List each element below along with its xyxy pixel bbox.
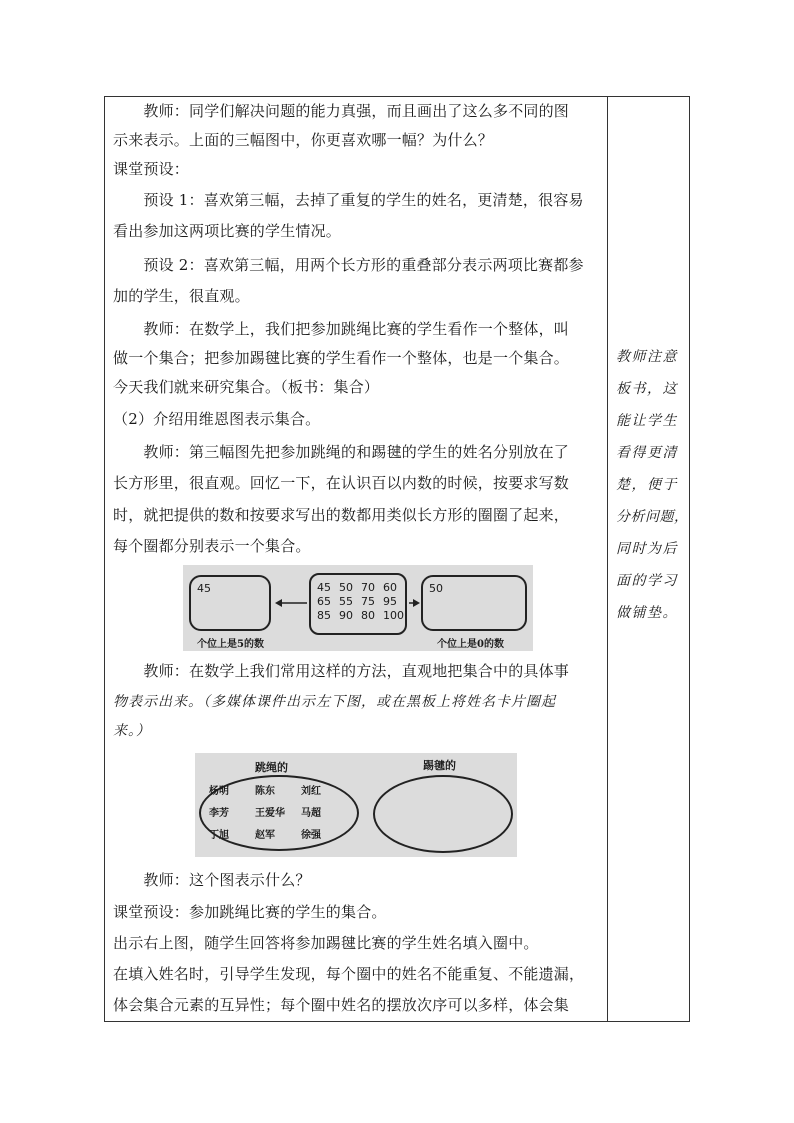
- number-set-figure: [183, 565, 533, 651]
- name-grid: [209, 781, 347, 847]
- text-line: 今天我们就来研究集合。（板书：集合）: [113, 378, 380, 396]
- number-cell: 80: [361, 609, 375, 622]
- text-line: 做一个集合；把参加踢毽比赛的学生看作一个整体，也是一个集合。: [113, 349, 570, 367]
- number-cell: 100: [383, 609, 404, 622]
- number-cell: 60: [383, 581, 397, 594]
- text-line: 体会集合元素的互异性；每个圈中姓名的摆放次序可以多样，体会集: [113, 996, 570, 1014]
- text-line: 出示右上图，随学生回答将参加踢毽比赛的学生姓名填入圈中。: [113, 934, 539, 952]
- name-set-figure: [195, 753, 517, 857]
- arrow-left-head: [275, 599, 282, 607]
- text-line: 课堂预设：参加跳绳比赛的学生的集合。: [113, 903, 387, 921]
- text-line: 来。）: [113, 723, 151, 739]
- text-line: 教师：这个图表示什么？: [113, 871, 311, 889]
- number-cell: 85: [317, 609, 331, 622]
- number-cell: 75: [361, 595, 375, 608]
- right-caption: 个位上是0的数: [437, 639, 504, 650]
- student-name: 丁旭: [209, 830, 229, 841]
- text-line: 长方形里，很直观。回忆一下，在认识百以内数的时候，按要求写数: [113, 474, 570, 492]
- student-name: 杨明: [209, 786, 229, 797]
- student-name: 马超: [301, 808, 321, 819]
- text-line: 在填入姓名时，引导学生发现，每个圈中的姓名不能重复、不能遗漏，: [113, 965, 585, 983]
- number-cell: 95: [383, 595, 397, 608]
- note-line: 同时为后: [616, 541, 678, 557]
- note-line: 能让学生: [616, 413, 678, 429]
- text-line: 示来表示。上面的三幅图中，你更喜欢哪一幅？为什么？: [113, 131, 494, 149]
- number-cell: 50: [339, 581, 353, 594]
- text-line: 课堂预设：: [113, 160, 190, 178]
- lesson-plan-table: [104, 96, 690, 1022]
- left-caption: 个位上是5的数: [197, 639, 264, 650]
- number-cell: 90: [339, 609, 353, 622]
- student-name: 徐强: [301, 830, 321, 841]
- set-value: 45: [197, 582, 211, 595]
- note-line: 楚，便于: [616, 477, 678, 493]
- arrow-right-head: [413, 599, 420, 607]
- note-line: 面的学习: [616, 573, 678, 589]
- text-line: 物表示出来。（多媒体课件出示左下图，或在黑板上将姓名卡片圈起: [113, 694, 556, 710]
- number-cell: 55: [339, 595, 353, 608]
- note-line: 做铺垫。: [616, 605, 678, 621]
- text-line: 预设 2：喜欢第三幅，用两个长方形的重叠部分表示两项比赛都参: [113, 256, 584, 274]
- set-value: 50: [429, 582, 443, 595]
- student-name: 李芳: [209, 808, 229, 819]
- student-name: 刘红: [301, 786, 321, 797]
- text-line: 教师：同学们解决问题的能力真强，而且画出了这么多不同的图: [113, 102, 570, 120]
- text-line: 加的学生，很直观。: [113, 287, 250, 305]
- text-line: 看出参加这两项比赛的学生情况。: [113, 222, 342, 240]
- shuttlecock-title: 踢毽的: [423, 759, 456, 772]
- student-name: 赵军: [255, 830, 275, 841]
- number-cell: 45: [317, 581, 331, 594]
- text-line: （2）介绍用维恩图表示集合。: [113, 410, 321, 428]
- text-line: 教师：在数学上，我们把参加跳绳比赛的学生看作一个整体，叫: [113, 320, 570, 338]
- text-line: 每个圈都分别表示一个集合。: [113, 537, 311, 555]
- note-line: 看得更清: [616, 445, 678, 461]
- note-line: 分析问题，: [616, 509, 689, 525]
- main-content-column: [105, 97, 607, 1021]
- text-line: 预设 1：喜欢第三幅，去掉了重复的学生的姓名，更清楚，很容易: [113, 191, 584, 209]
- jump-rope-title: 跳绳的: [255, 761, 288, 774]
- note-line: 教师注意: [616, 349, 678, 365]
- student-name: 陈东: [255, 786, 275, 797]
- shuttlecock-ellipse: [373, 775, 513, 853]
- student-name: 王爱华: [255, 808, 285, 819]
- text-line: 时，就把提供的数和按要求写出的数都用类似长方形的圈圈了起来，: [113, 506, 570, 524]
- text-line: 教师：第三幅图先把参加跳绳的和踢毽的学生的姓名分别放在了: [113, 443, 570, 461]
- number-cell: 65: [317, 595, 331, 608]
- notes-column: [608, 97, 690, 1021]
- text-line: 教师：在数学上我们常用这样的方法，直观地把集合中的具体事: [113, 662, 570, 680]
- note-line: 板书，这: [616, 381, 678, 397]
- number-cell: 70: [361, 581, 375, 594]
